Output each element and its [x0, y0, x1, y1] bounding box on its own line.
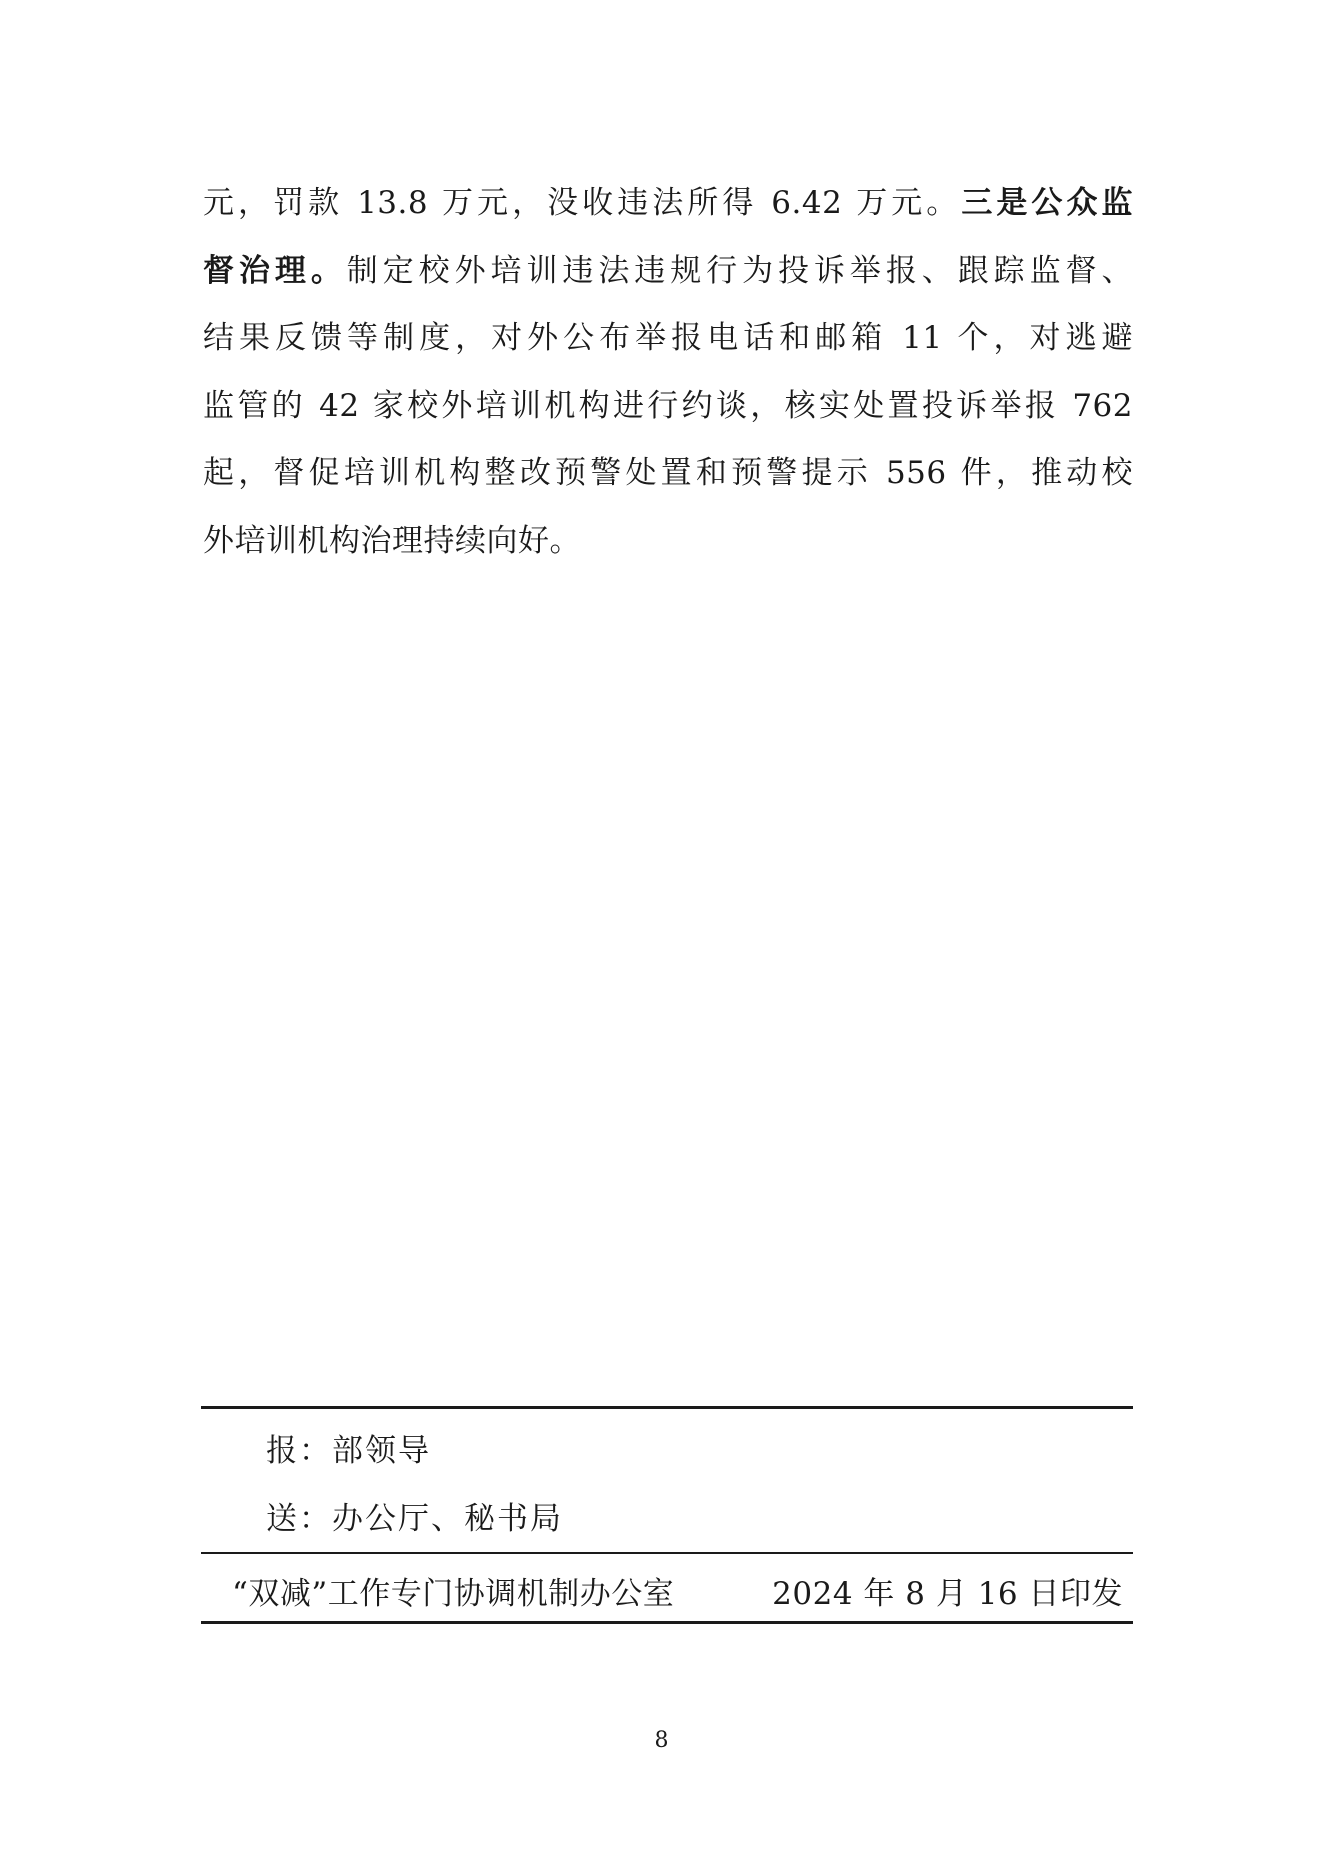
- divider-bottom: [201, 1621, 1133, 1624]
- distribution-report: 报：部领导: [266, 1433, 431, 1469]
- paragraph-line-2: [203, 238, 1133, 306]
- distribution-send: 送：办公厅、秘书局: [266, 1501, 563, 1537]
- paragraph-line-4: 监管的 42 家校外培训机构进行约谈，核实处置投诉举报 762: [203, 387, 1133, 424]
- issuing-office: “双减”工作专门协调机制办公室: [232, 1576, 675, 1612]
- heading-public-supervision: 三是公众监: [961, 185, 1133, 221]
- issue-date: 2024 年 8 月 16 日印发: [772, 1576, 1123, 1612]
- divider-middle: [201, 1552, 1133, 1554]
- divider-top: [201, 1406, 1133, 1409]
- paragraph-line-5: 起，督促培训机构整改预警处置和预警提示 556 件，推动校: [203, 455, 1133, 491]
- paragraph-line-6: 外培训机构治理持续向好。: [203, 522, 581, 559]
- page-number: 8: [654, 1728, 669, 1753]
- paragraph-line-1-text: 元，罚款 13.8 万元，没收违法所得 6.42 万元。: [203, 185, 962, 221]
- paragraph-line-2-text: 制定校外培训违法违规行为投诉举报、跟踪监督、: [346, 252, 1134, 289]
- paragraph-line-3: 结果反馈等制度，对外公布举报电话和邮箱 11 个，对逃避: [203, 320, 1133, 356]
- paragraph-line-1: [203, 170, 1133, 238]
- heading-public-supervision-cont: 督治理。: [203, 252, 347, 289]
- body-paragraph: [203, 170, 1133, 575]
